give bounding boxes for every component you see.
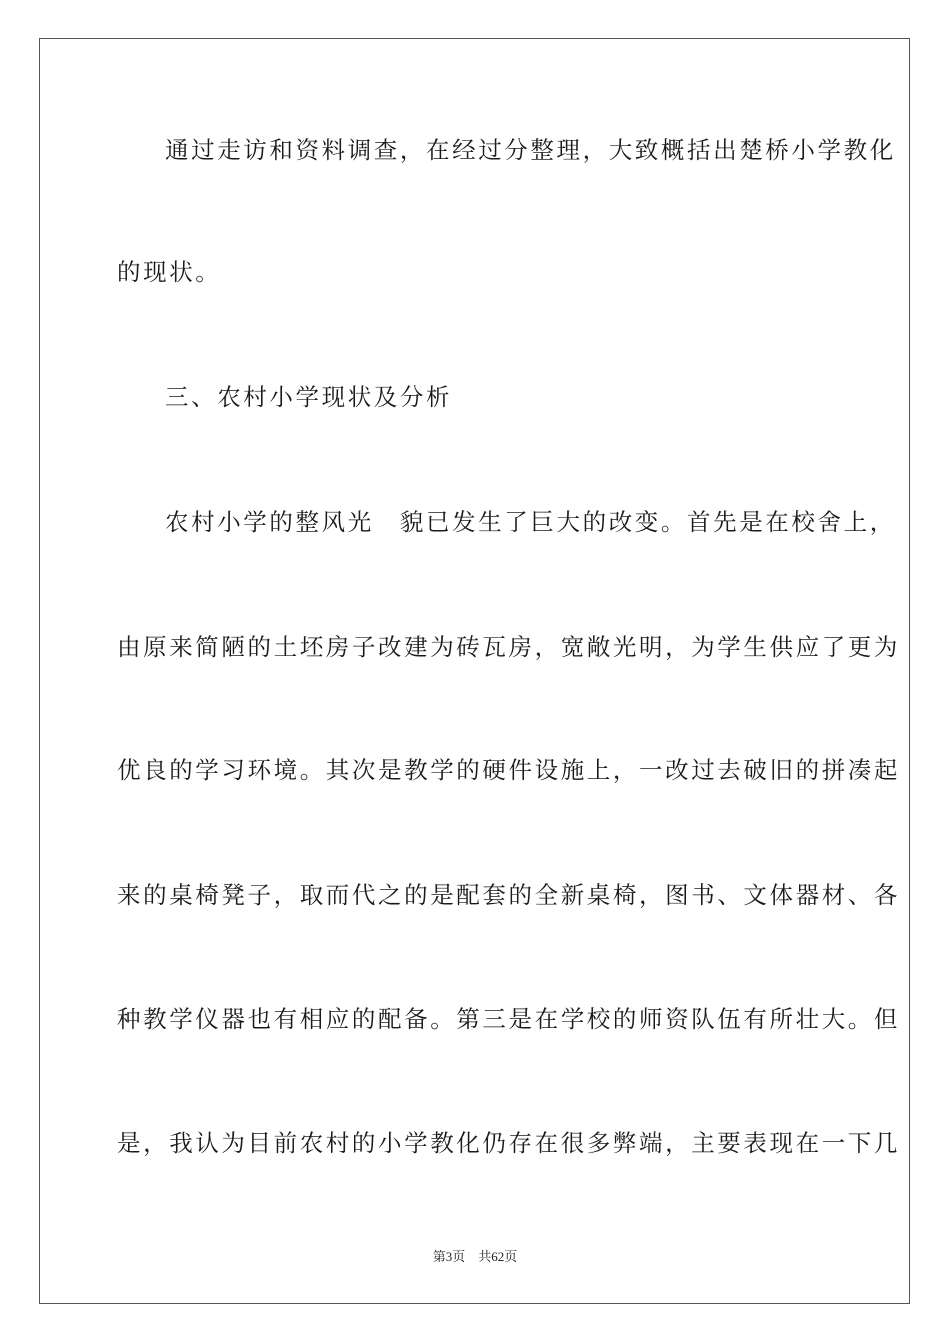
paragraph-line-3: 农村小学的整风光 貌已发生了巨大的改变。首先是在校舍上， xyxy=(165,508,896,536)
section-heading: 三、农村小学现状及分析 xyxy=(165,383,453,411)
paragraph-line-5: 优良的学习环境。其次是教学的硬件设施上，一改过去破旧的拼凑起 xyxy=(117,756,900,784)
page-border xyxy=(39,38,910,1304)
paragraph-line-4: 由原来简陋的土坯房子改建为砖瓦房，宽敞光明，为学生供应了更为 xyxy=(117,633,900,661)
paragraph-line-6: 来的桌椅凳子，取而代之的是配套的全新桌椅，图书、文体器材、各 xyxy=(117,881,900,909)
paragraph-line-2: 的现状。 xyxy=(117,258,222,286)
page-number-footer: 第3页 共62页 xyxy=(432,1249,518,1264)
paragraph-line-7: 种教学仪器也有相应的配备。第三是在学校的师资队伍有所壮大。但 xyxy=(117,1005,900,1033)
paragraph-line-8: 是，我认为目前农村的小学教化仍存在很多弊端，主要表现在一下几 xyxy=(117,1129,900,1157)
paragraph-line-1: 通过走访和资料调查，在经过分整理，大致概括出楚桥小学教化 xyxy=(165,136,896,164)
